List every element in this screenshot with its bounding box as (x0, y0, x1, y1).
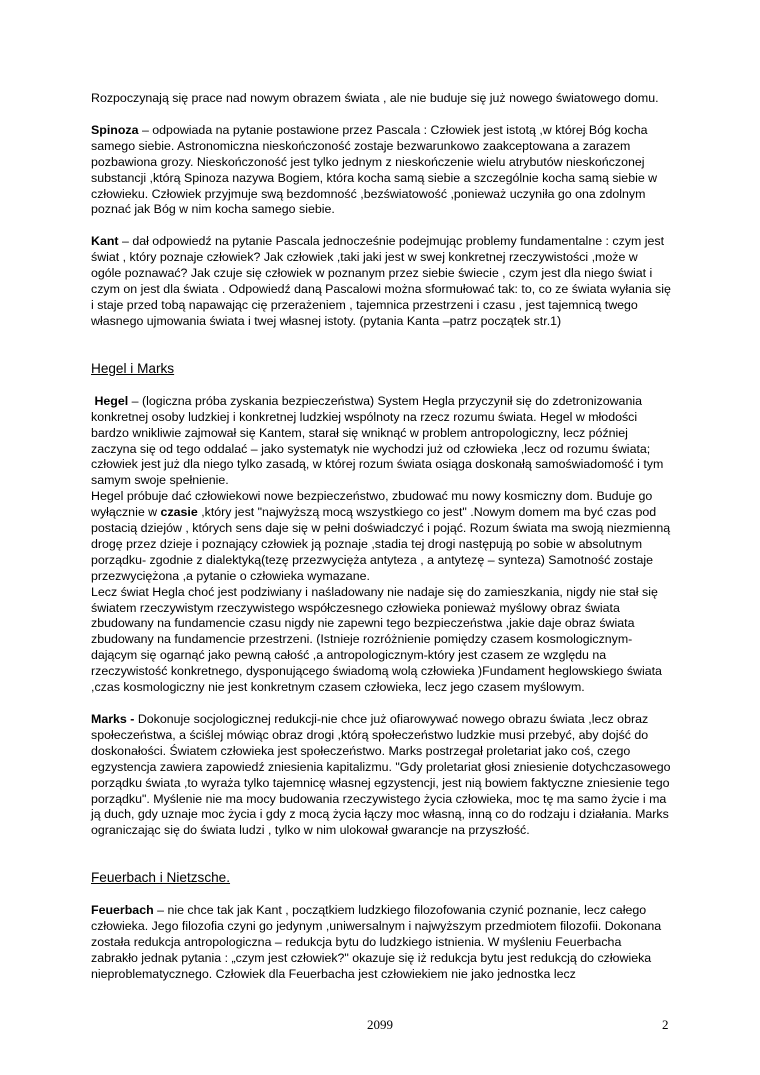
spinoza-term: Spinoza (91, 122, 139, 137)
kant-text: – dał odpowiedź na pytanie Pascala jednocześnie podejmując problemy fundamentalne : czym jest świat , który poznaje człowiek? Jak człowiek ,taki jaki jest w swej konkretnej rzeczywistości ,może w ogóle poznawać? Jak czuje się człowiek w poznanym przez siebie świecie , czym jest dla niego świat i czym on jest dla świata . Odpowiedź daną Pascalowi można sformułować tak: to, co ze świata wyłania się i staje przed tobą napawając cię przerażeniem , tajemnica przestrzeni i czasu , jest tajemnicą twego własnego ujmowania świata i twej własnej istoty. (pytania Kanta –patrz początek str.1) (91, 234, 671, 328)
marks-text: Dokonuje socjologicznej redukcji-nie chce już ofiarowywać nowego obrazu świata ,lecz obraz społeczeństwa, a ściślej mówiąc obraz drogi ,którą społeczeństwo ludzkie musi przebyć, aby dojść do doskonałości. Światem człowieka jest społeczeństwo. Marks postrzegał proletariat jako coś, czego egzystencja zawiera zapowiedź zniesienia kapitalizmu. "Gdy proletariat głosi zniesienie dotychczasowego porządku świata ,to wyraża tylko tajemnicę własnej egzystencji, jest nią bowiem faktyczne zniesienie tego porządku". Myślenie nie ma mocy budowania rzeczywistego życia człowieka, moc tę ma samo życie i ma ją duch, gdy uznaje moc życia i gdy z mocą życia łączy moc własną, inną co do rodzaju i działania. Marks ograniczając się do świata ludzi , tylko w nim ulokował gwarancje na przyszłość. (91, 712, 671, 838)
spinoza-paragraph (91, 123, 671, 218)
heading-hegel-marks: Hegel i Marks (91, 360, 175, 376)
feuerbach-text: – nie chce tak jak Kant , początkiem ludzkiego filozofowania czynić poznanie, lecz całego człowieka. Jego filozofia czyni go jedynym ,uniwersalnym i najwyższym przedmiotem filozofii. Dokonana została redukcja antropologiczna – redukcja bytu do ludzkiego istnienia. W myśleniu Feuerbacha zabrakło jednak pytania : „czym jest człowiek?" okazuje się iż redukcja bytu jest redukcją do człowieka nieproblematycznego. Człowiek dla Feuerbacha jest człowiekiem nie jako jednostka lecz (91, 903, 662, 981)
marks-term: Marks - (91, 712, 135, 726)
spinoza-text: – odpowiada na pytanie postawione przez Pascala : Człowiek jest istotą ,w której Bóg kocha samego siebie. Astronomiczna nieskończoność zostaje bezwarunkowo zaakceptowana a zarazem pozbawiona grozy. Nieskończoność jest tylko jednym z nieskończenie wielu atrybutów nieskończonej substancji ,którą Spinoza nazywa Bogiem, która kocha samą siebie a szczególnie kocha samą siebie w człowieku. Człowiek przyjmuje swą bezdomność ,bezświatowość ,ponieważ uczyniła go ona zdolnym poznać jak Bóg w nim kocha samego siebie. (91, 122, 658, 217)
hegel-term: Hegel (94, 393, 129, 408)
hegel-text-2b: ,który jest "najwyższą mocą wszystkiego co jest" .Nowym domem ma być czas pod postacią dziejów , których sens daje się w pełni doświadczyć i pojąć. Rozum świata ma swoją niezmienną drogę przez dzieje i poznający człowiek ją poznaje ,stadia tej drogi następują po sobie w absolutnym porządku- zgodnie z dialektyką(tezę przezwycięża antyteza , a antytezę – synteza) Samotność zostaje przezwyciężona ,a pytanie o człowieka wymazane. (91, 505, 671, 583)
document-body (91, 91, 671, 983)
hegel-text-2a: Hegel próbuje dać człowiekowi nowe bezpieczeństwo, zbudować mu nowy kosmiczny dom. Buduje go wyłącznie w (91, 489, 653, 520)
footer-center-number: 2099 (367, 1017, 393, 1032)
heading-feuerbach-nietzsche: Feuerbach i Nietzsche. (91, 870, 231, 886)
kant-term: Kant (91, 234, 119, 249)
page-number: 2 (662, 1017, 669, 1032)
hegel-text-1: – (logiczna próba zyskania bezpieczeństwa) System Hegla przyczynił się do zdetronizowania konkretnej osoby ludzkiej i konkretnej ludzkiej wspólnoty na rzecz rozumu świata. Hegel w młodości bardzo wnikliwie zajmował się Kantem, starał się wniknąć w problem antropologiczny, lecz później zaczyna się od tego oddalać – jako systematyk nie wychodzi już od człowieka ,lecz od rozumu świata; człowiek jest już dla niego tylko zasadą, w której rozum świata osiąga doskonałą samoświadomość i tym samym swoje spełnienie. (91, 393, 664, 488)
feuerbach-term: Feuerbach (91, 903, 154, 918)
kant-paragraph (91, 234, 671, 329)
hegel-paragraph-1 (91, 394, 671, 489)
feuerbach-paragraph (91, 903, 671, 983)
intro-paragraph: Rozpoczynają się prace nad nowym obrazem świata , ale nie buduje się już nowego światowego domu. (91, 91, 659, 105)
hegel-paragraph-3: Lecz świat Hegla choć jest podziwiany i naśladowany nie nadaje się do zamieszkania, nigdy nie stał się światem rzeczywistym rzeczywistego współczesnego człowieka ponieważ myślowy obraz świata zbudowany na fundamencie czasu nigdy nie zapewni tego bezpieczeństwa ,jakie daje obraz świata zbudowany na fundamencie przestrzeni. (Istnieje rozróżnienie pomiędzy czasem kosmologicznym-dającym się ogarnąć jako pewną całość ,a antropologicznym-który jest czasem ze względu na rzeczywistość konkretnego, dysponującego świadomą wolą człowieka )Fundament heglowskiego świata ,czas kosmologiczny nie jest konkretnym czasem człowieka, lecz jego czasem myślowym. (91, 584, 662, 695)
hegel-czasie: czasie (160, 505, 198, 520)
marks-paragraph (91, 712, 671, 839)
hegel-paragraph-2 (91, 489, 671, 584)
